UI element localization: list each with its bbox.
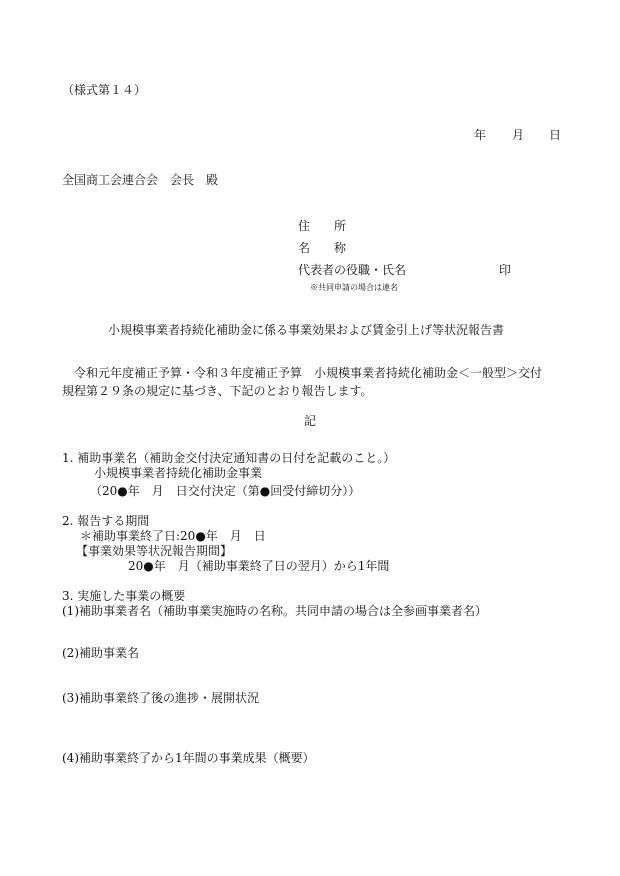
address-label: 住 所 (298, 219, 347, 233)
section1-project-name: 小規模事業者持続化補助金事業 (94, 466, 263, 480)
representative-label: 代表者の役職・氏名 (298, 263, 407, 277)
section3-item-4: (4)補助事業終了から1年間の事業成果（概要） (62, 751, 315, 765)
date-year: 年 (474, 128, 487, 142)
section3-item-1: (1)補助事業者名（補助事業実施時の名称。共同申請の場合は全参画事業者名） (62, 604, 488, 618)
section3-item-2: (2)補助事業名 (62, 646, 139, 660)
joint-application-note: ※共同申請の場合は連名 (310, 283, 398, 292)
section2-period-label: 【事業効果等状況報告期間】 (76, 544, 233, 558)
form-number: （様式第１４） (62, 83, 147, 97)
section3-item-3: (3)補助事業終了後の進捗・展開状況 (62, 691, 259, 705)
intro-line-2: 規程第２９条の規定に基づき、下記のとおり報告します。 (62, 384, 373, 398)
section3-heading: 3. 実施した事業の概要 (62, 589, 186, 603)
document-title: 小規模事業者持続化補助金に係る事業効果および賃金引上げ等状況報告書 (108, 323, 505, 337)
section2-heading: 2. 報告する期間 (62, 514, 150, 528)
seal-mark: 印 (499, 263, 512, 277)
date-month: 月 (512, 128, 525, 142)
addressee: 全国商工会連合会 会長 殿 (62, 173, 219, 187)
section1-heading: 1. 補助事業名（補助金交付決定通知書の日付を記載のこと。） (62, 451, 396, 465)
intro-line-1: 令和元年度補正予算・令和３年度補正予算 小規模事業者持続化補助金＜一般型＞交付 (74, 366, 543, 380)
section1-decision-date: （20●年 月 日交付決定（第●回受付締切分）） (90, 484, 361, 498)
section2-period: 20●年 月（補助事業終了日の翌月）から1年間 (128, 559, 390, 573)
ki-heading: 記 (304, 414, 317, 428)
section2-end-date: ＊補助事業終了日:20●年 月 日 (80, 529, 266, 543)
name-label: 名 称 (298, 241, 347, 255)
date-day: 日 (549, 128, 562, 142)
